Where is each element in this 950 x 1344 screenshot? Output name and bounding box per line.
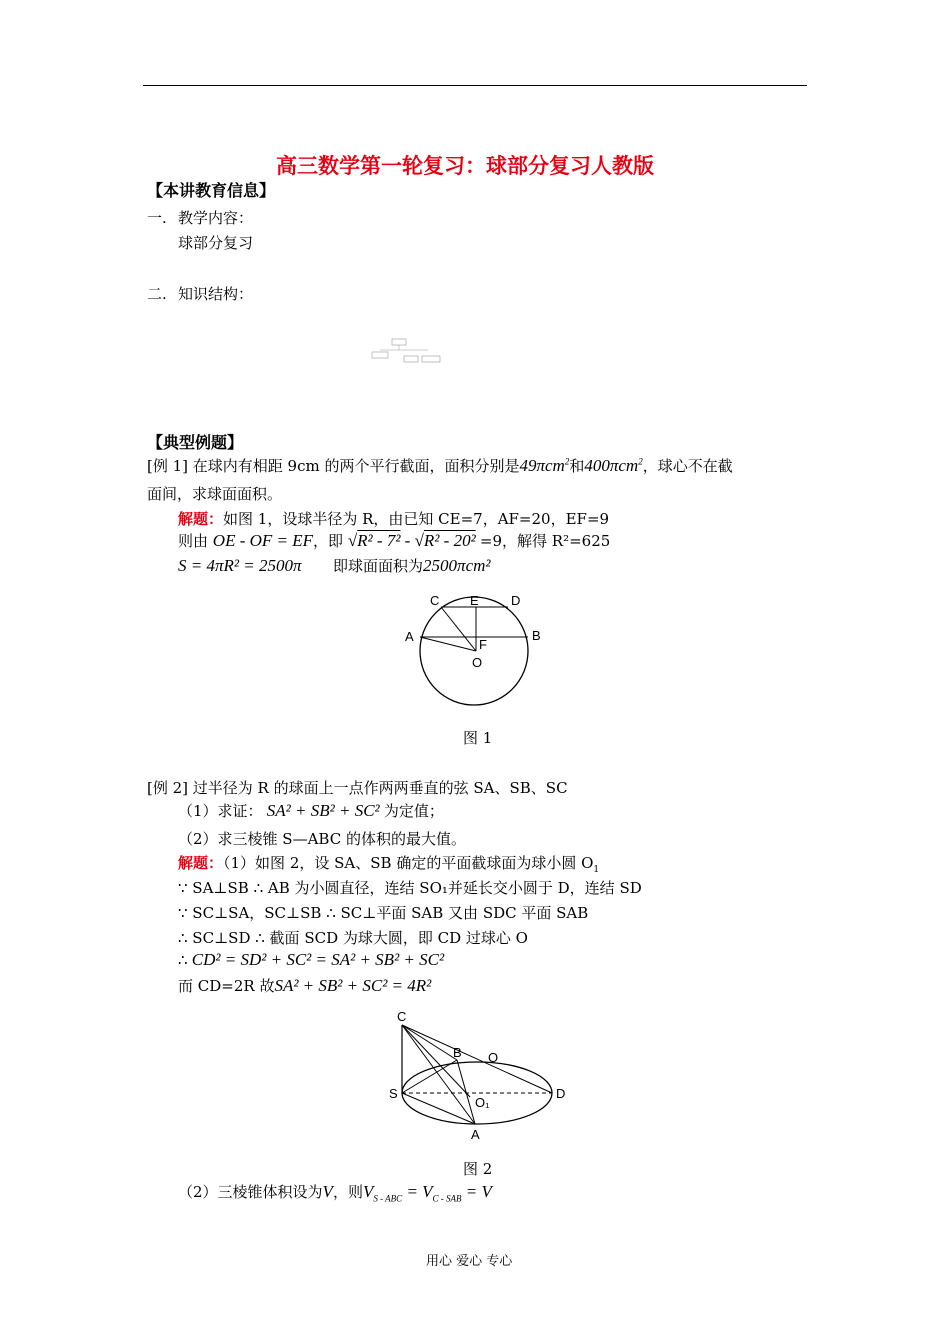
example1-solution-line1: 解题：如图 1，设球半径为 R，由已知 CE=7，AF=20，EF=9 [178, 510, 610, 528]
fig2-label-d: D [556, 1086, 566, 1101]
example2-question2: （2）求三棱锥 S—ABC 的体积的最大值。 [178, 830, 466, 848]
solution-label: 解题： [178, 510, 224, 528]
fig1-label-o: O [472, 655, 483, 670]
figure1-caption: 图 1 [463, 729, 493, 747]
fig1-label-a: A [405, 629, 414, 644]
example2-solution-line6: 而 CD=2R 故SA² + SB² + SC² = 4R² [178, 976, 432, 995]
item2-text: 知识结构： [178, 285, 254, 303]
item1-text: 教学内容： [178, 209, 254, 227]
example2-solution-line3: ∵ SC⊥SA，SC⊥SB ∴ SC⊥平面 SAB 又由 SDC 平面 SAB [178, 904, 589, 922]
example1-area2: 400πcm$^2$ [584, 456, 643, 475]
example2-solution-line2: ∵ SA⊥SB ∴ AB 为小圆直径，连结 SO₁并延长交小圆于 D，连结 SD [178, 879, 642, 897]
solution-label: 解题： [178, 854, 224, 872]
fig2-label-o: O [488, 1050, 499, 1065]
example2-solution-line4: ∴ SC⊥SD ∴ 截面 SCD 为球大圆，即 CD 过球心 O [178, 929, 528, 947]
header-rule [143, 85, 807, 86]
page-footer: 用心 爱心 专心 [426, 1254, 513, 1269]
example2-part2: （2）三棱锥体积设为V，则$V_{S - ABC} = V_{C - SAB} = V$ [178, 1182, 492, 1204]
sqrt-expression: √R² - 7² - √R² - 20² [347, 531, 476, 550]
item1-label: 一. [147, 209, 167, 227]
example2-solution-line5: ∴ CD² = SD² + SC² = SA² + SB² + SC² [178, 950, 445, 969]
example1-intro: [例 1] 在球内有相距 9cm 的两个平行截面，面积分别是 [147, 457, 520, 475]
example2-line1: [例 2] 过半径为 R 的球面上一点作两两垂直的弦 SA、SB、SC [147, 779, 568, 797]
section-heading-info: 【本讲教育信息】 [147, 181, 276, 200]
example2-solution-line1: 解题：（1）如图 2，设 SA、SB 确定的平面截球面为球小圆 $O_1$ [178, 854, 600, 875]
fig2-label-a: A [471, 1127, 480, 1142]
fig1-label-f: F [479, 637, 487, 652]
item2-label: 二. [147, 285, 167, 303]
fig2-label-c: C [397, 1009, 407, 1024]
figure2-caption: 图 2 [463, 1160, 493, 1178]
example1-solution-line3: S = 4πR² = 2500π 即球面面积为2500πcm² [178, 556, 491, 575]
section-heading-examples: 【典型例题】 [147, 433, 244, 452]
item1-content: 球部分复习 [178, 234, 254, 252]
example1-line2: 面间，求球面面积。 [147, 485, 283, 503]
example1-line1: [例 1] 在球内有相距 9cm 的两个平行截面，面积分别是49πcm$^2$和400πcm$^2$，球心不在截 [147, 456, 733, 475]
fig1-label-e: E [470, 593, 479, 608]
example1-area1: 49πcm$^2$ [519, 456, 570, 475]
example1-solution-line2: 则由 OE - OF = EF，即 √R² - 7² - √R² - 20² =9，解得 R²=625 [178, 531, 611, 550]
fig2-label-o1: O₁ [475, 1095, 490, 1110]
fig1-label-d: D [511, 593, 521, 608]
fig2-label-b: B [453, 1045, 462, 1060]
fig2-label-s: S [389, 1086, 398, 1101]
figure2-tetrahedron-diagram [385, 1005, 575, 1145]
page-title: 高三数学第一轮复习：球部分复习人教版 [276, 153, 654, 178]
example2-question1: （1）求证： SA² + SB² + SC² 为定值； [178, 801, 444, 820]
fig1-label-c: C [430, 593, 440, 608]
fig1-label-b: B [532, 628, 541, 643]
knowledge-structure-diagram [370, 338, 450, 368]
figure1-circle-diagram [400, 592, 550, 712]
